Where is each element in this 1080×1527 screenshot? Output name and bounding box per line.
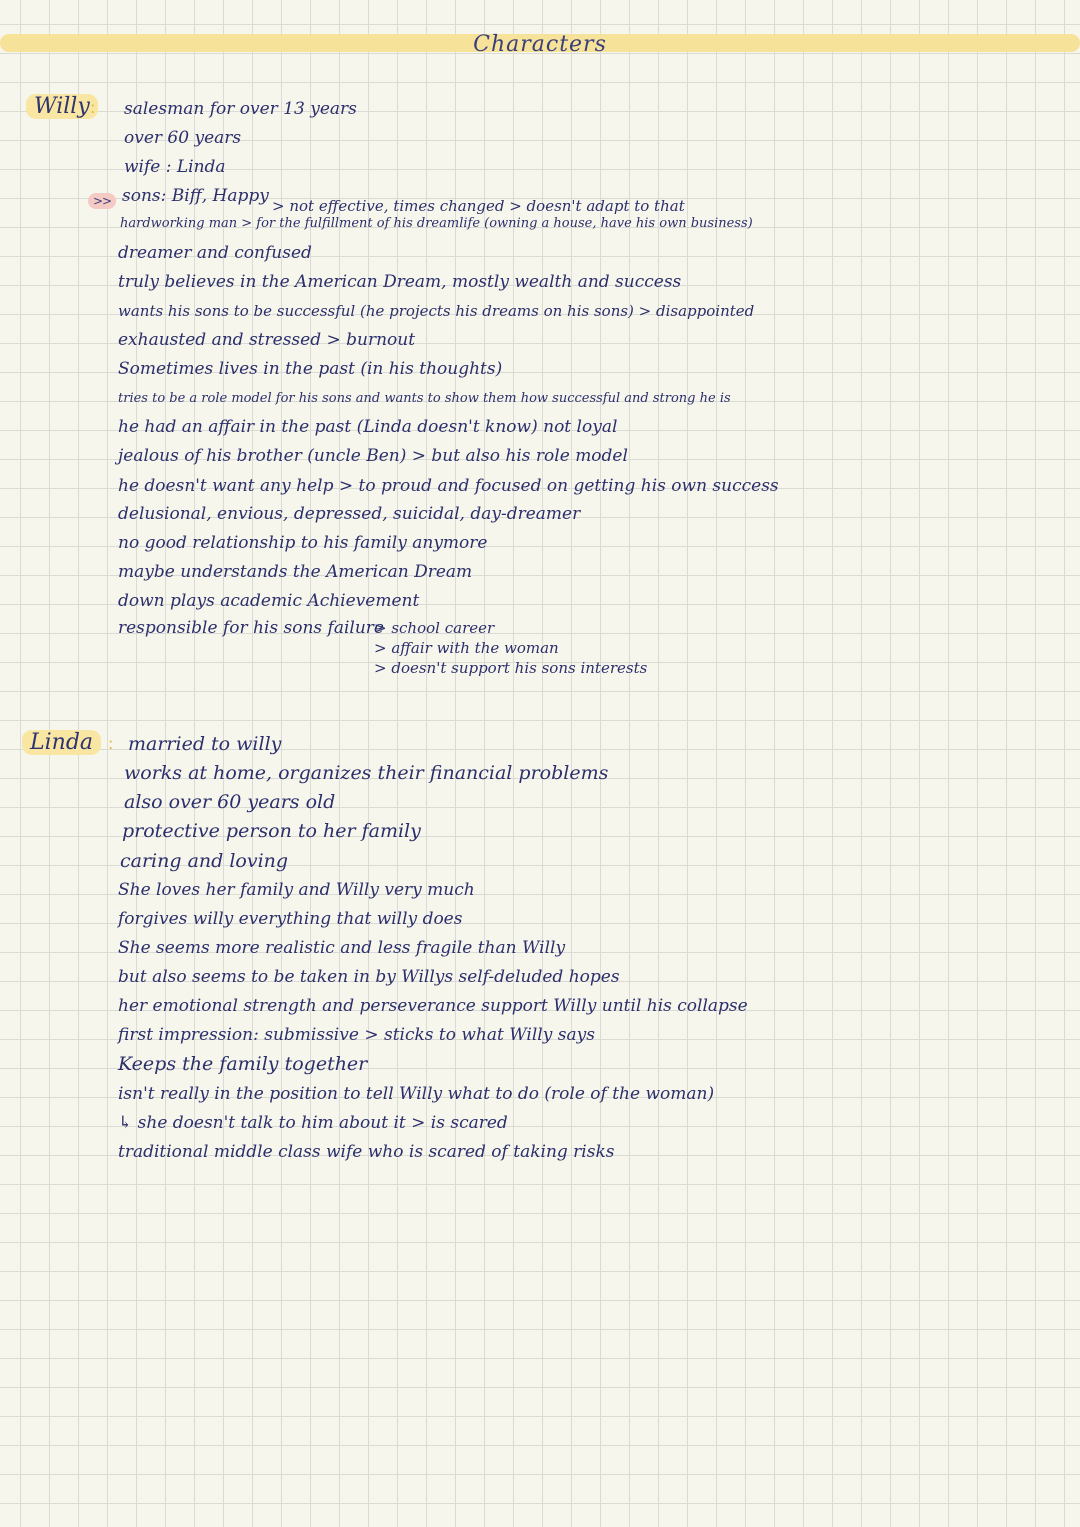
willy-note-line: he doesn't want any help > to proud and focused on getting his own success [118,476,779,496]
character-name-linda: Linda [22,730,101,755]
linda-note-line: her emotional strength and perseverance support Willy until his collapse [118,996,748,1016]
willy-note-line: over 60 years [124,128,242,148]
willy-note-line: exhausted and stressed > burnout [118,330,416,350]
willy-note-subline: > school career [374,619,495,637]
willy-note-line: hardworking man > for the fulfillment of his dreamlife (owning a house, have his own business) [120,216,753,231]
willy-note-line: wife : Linda [124,157,226,177]
willy-note-line: Sometimes lives in the past (in his thoughts) [118,359,503,379]
willy-note-line: delusional, envious, depressed, suicidal, day-dreamer [118,504,581,524]
linda-note-line: ↳ she doesn't talk to him about it > is scared [118,1113,508,1133]
linda-note-line: forgives willy everything that willy does [118,909,463,929]
linda-note-line: Keeps the family together [118,1053,368,1075]
linda-note-line: She loves her family and Willy very much [118,880,475,900]
willy-note-subline: > affair with the woman [374,639,559,657]
willy-note-line: sons: Biff, Happy [122,186,269,206]
linda-note-line: also over 60 years old [124,791,336,813]
linda-note-line: protective person to her family [122,820,421,842]
linda-note-line: works at home, organizes their financial problems [124,762,609,784]
page-title: Characters [473,32,607,57]
willy-colon: : [90,98,96,117]
linda-note-line: traditional middle class wife who is scared of taking risks [118,1142,615,1162]
willy-note-subline: > doesn't support his sons interests [374,659,648,677]
linda-note-line: She seems more realistic and less fragile than Willy [118,938,566,958]
willy-note-line: wants his sons to be successful (he projects his dreams on his sons) > disappointed [118,302,755,320]
willy-note-line: no good relationship to his family anymore [118,533,488,553]
linda-note-line: married to willy [128,733,282,755]
willy-note-line: maybe understands the American Dream [118,562,473,582]
willy-note-line: salesman for over 13 years [124,99,357,119]
willy-note-line: tries to be a role model for his sons and wants to show them how successful and strong he is [118,391,731,406]
linda-colon: : [108,734,114,753]
willy-note-line: jealous of his brother (uncle Ben) > but also his role model [118,446,628,466]
double-arrow-marker: >> [88,193,116,209]
willy-note-line: down plays academic Achievement [118,591,420,611]
willy-note-line: responsible for his sons failure [118,618,384,638]
linda-note-line: caring and loving [120,850,289,872]
character-name-willy: Willy [26,94,98,119]
linda-note-line: first impression: submissive > sticks to what Willy says [118,1025,595,1045]
linda-note-line: but also seems to be taken in by Willys self-deluded hopes [118,967,620,987]
willy-note-line: dreamer and confused [118,243,312,263]
willy-note-line: truly believes in the American Dream, mostly wealth and success [118,272,682,292]
linda-note-line: isn't really in the position to tell Willy what to do (role of the woman) [118,1084,715,1104]
willy-note-line: > not effective, times changed > doesn't adapt to that [272,197,685,215]
willy-note-line: he had an affair in the past (Linda doesn't know) not loyal [118,417,618,437]
